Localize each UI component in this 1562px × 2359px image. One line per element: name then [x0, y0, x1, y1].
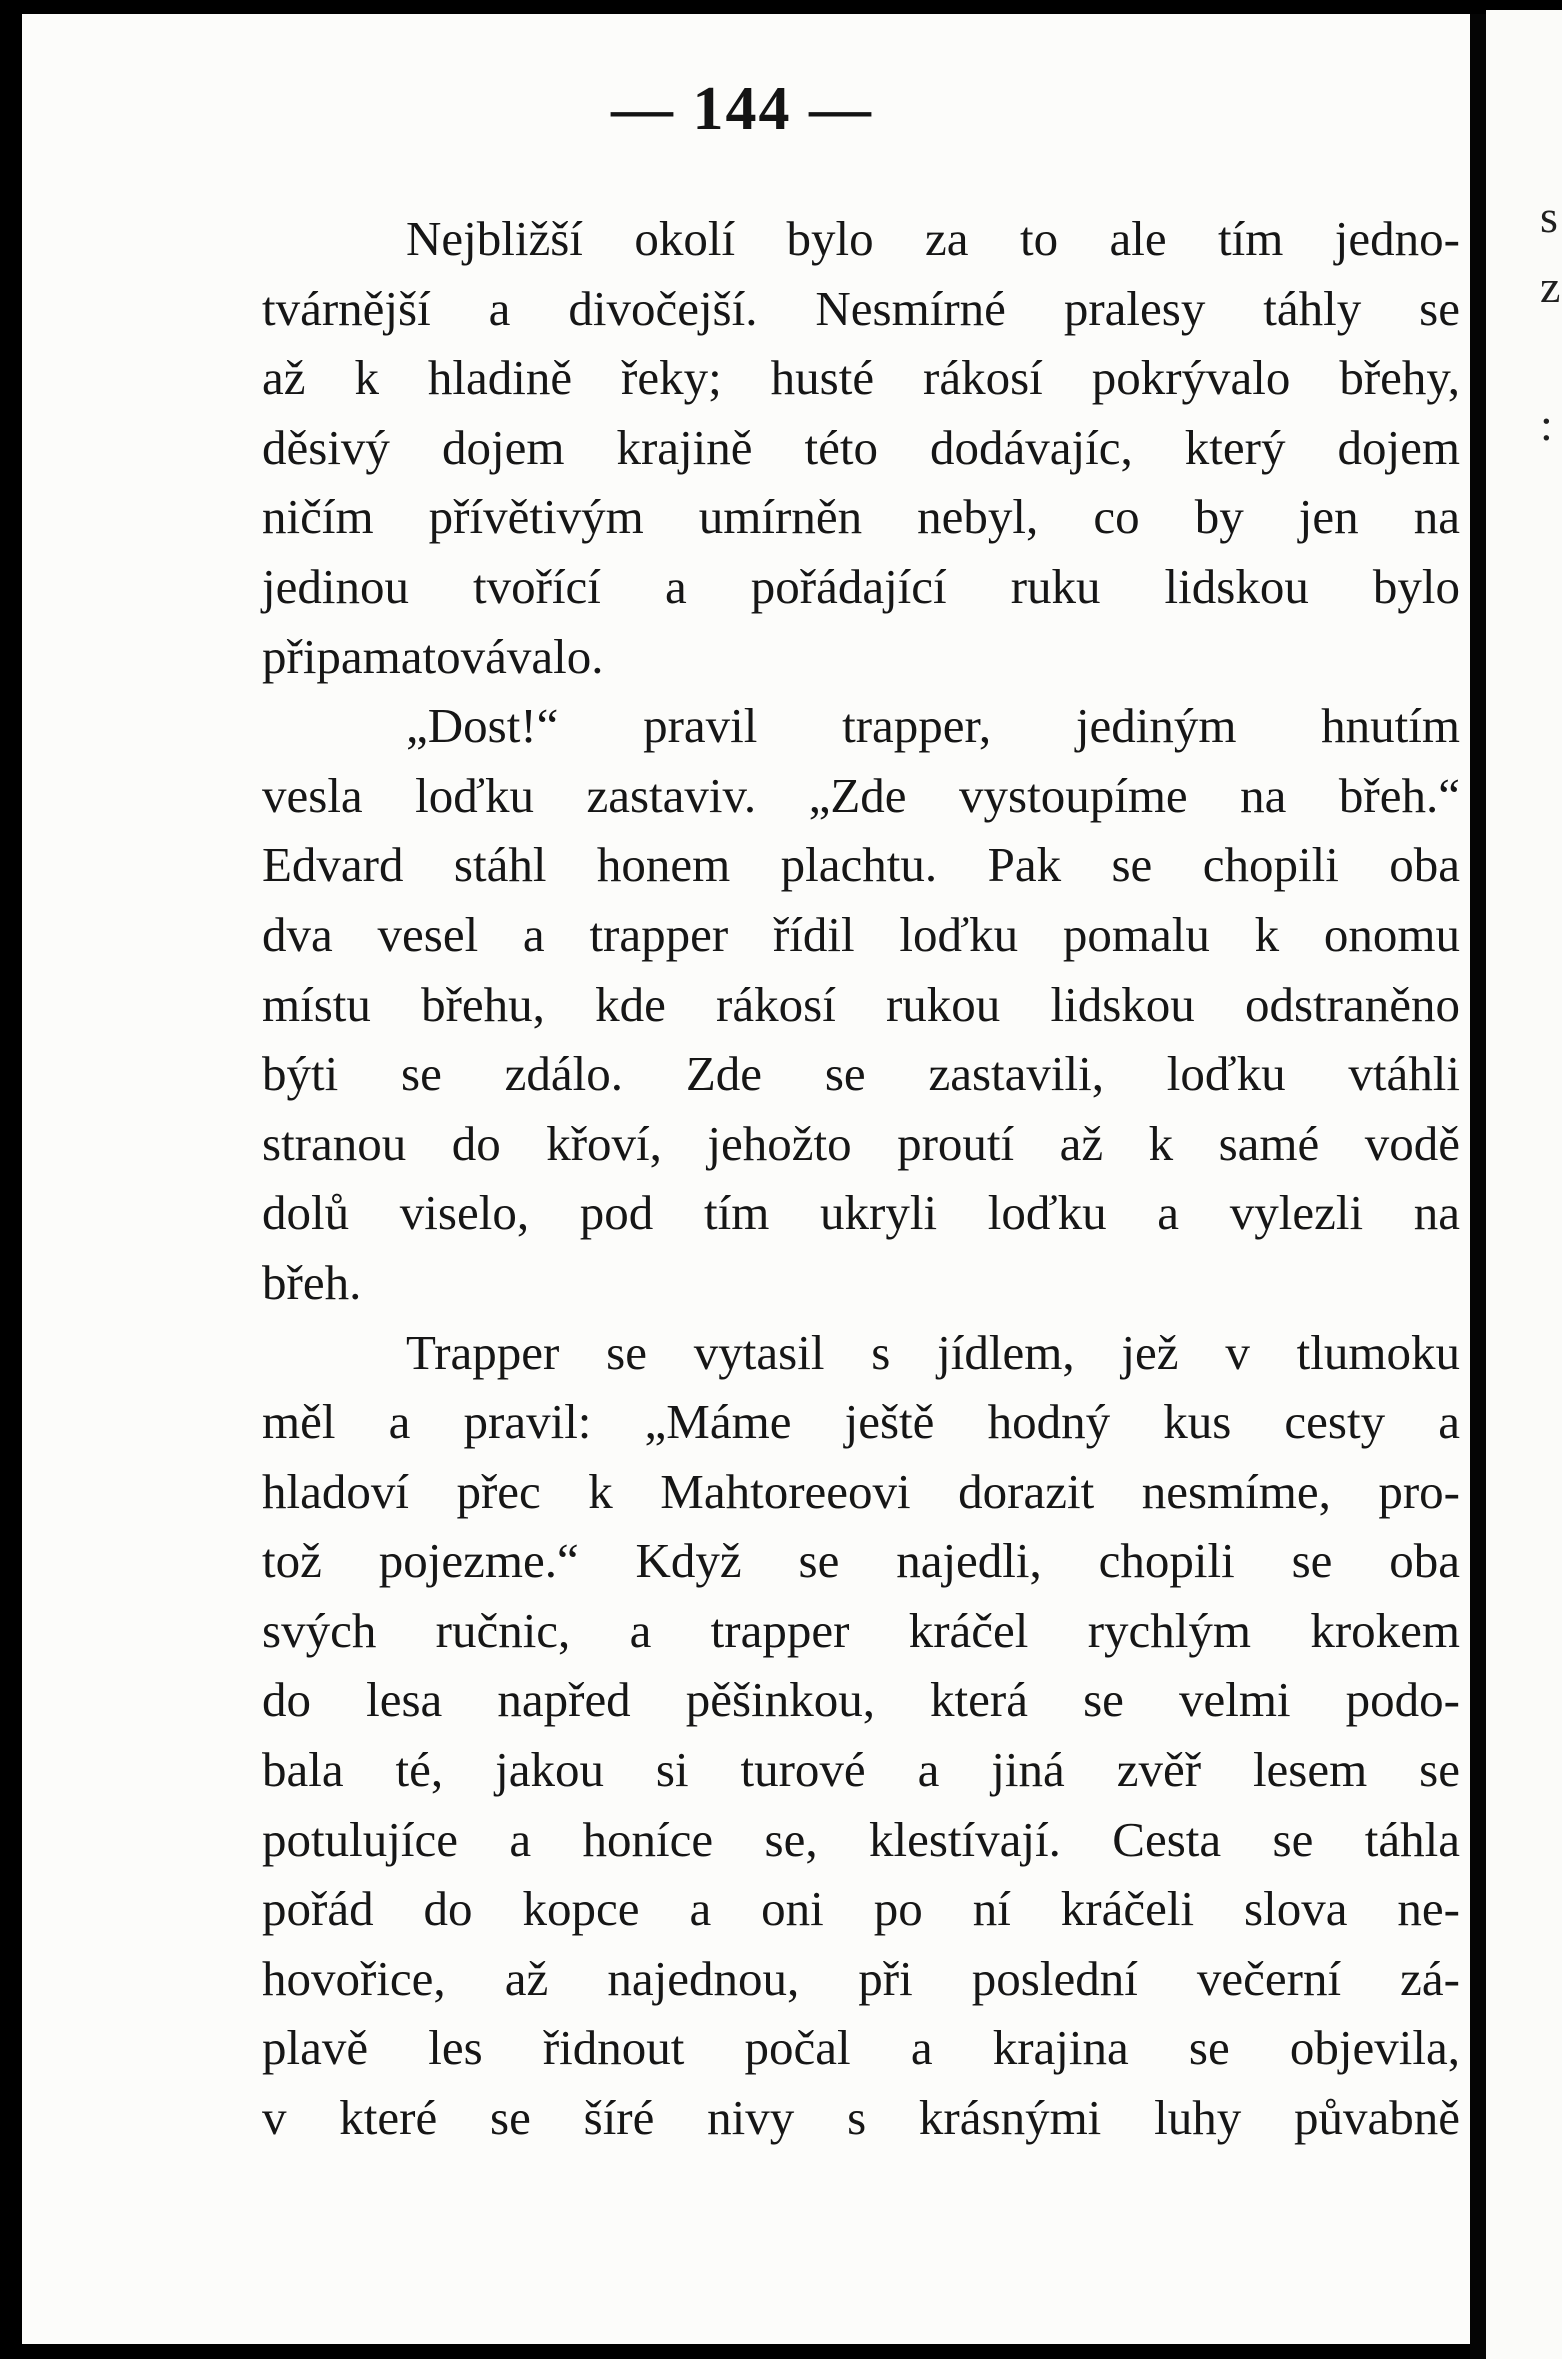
text-line: děsivý dojem krajině této dodávajíc, který dojem [262, 419, 1460, 475]
text-line: „Dost!“ pravil trapper, jediným hnutím [406, 698, 1460, 754]
text-line: jedinou tvořící a pořádající ruku lidskou bylo [262, 558, 1460, 614]
text-line: bala té, jakou si turové a jiná zvěř lesem se [262, 1742, 1460, 1798]
text-line: dolů viselo, pod tím ukryli loďku a vylezli na [262, 1185, 1460, 1241]
text-line: do lesa napřed pěšinkou, která se velmi podo- [262, 1672, 1460, 1728]
text-line: Nejbližší okolí bylo za to ale tím jedno- [406, 211, 1460, 266]
text-line: potulujíce a honíce se, klestívají. Cesta se táhla [262, 1811, 1460, 1867]
text-line: vesla loďku zastaviv. „Zde vystoupíme na břeh.“ [262, 767, 1460, 823]
text-line: měl a pravil: „Máme ještě hodný kus cesty a [262, 1394, 1460, 1450]
text-line: tvárnější a divočejší. Nesmírné pralesy táhly se [262, 280, 1460, 336]
text-line: dva vesel a trapper řídil loďku pomalu k onomu [262, 906, 1460, 962]
body-text [262, 204, 1460, 2153]
text-line: Edvard stáhl honem plachtu. Pak se chopili oba [262, 837, 1460, 893]
facing-page-glyph: z [1540, 261, 1561, 312]
text-line: plavě les řidnout počal a krajina se objevila, [262, 2020, 1460, 2076]
text-line: až k hladině řeky; husté rákosí pokrývalo břehy, [262, 350, 1460, 406]
text-line: svých ručnic, a trapper kráčel rychlým krokem [262, 1602, 1460, 1658]
text-line: připamatovávalo. [262, 628, 604, 684]
text-line: místu břehu, kde rákosí rukou lidskou odstraněno [262, 976, 1460, 1032]
text-line: hovořice, až najednou, při poslední večerní zá- [262, 1950, 1460, 2006]
text-line: tož pojezme.“ Když se najedli, chopili se oba [262, 1533, 1460, 1589]
facing-page-glyph: : [1540, 399, 1553, 450]
text-line: býti se zdálo. Zde se zastavili, loďku vtáhli [262, 1046, 1460, 1102]
facing-page-glyph: s [1540, 191, 1558, 242]
text-line: stranou do křoví, jehožto proutí až k samé vodě [262, 1115, 1460, 1171]
book-page [22, 14, 1470, 2344]
text-line: pořád do kopce a oni po ní kráčeli slova ne- [262, 1881, 1460, 1937]
text-line: Trapper se vytasil s jídlem, jež v tlumoku [406, 1324, 1460, 1380]
facing-page-edge [1486, 10, 1562, 2359]
text-line: hladoví přec k Mahtoreeovi dorazit nesmíme, pro- [262, 1463, 1460, 1519]
text-line: ničím přívětivým umírněn nebyl, co by jen na [262, 489, 1460, 545]
spine-shadow [1470, 14, 1486, 2359]
page-number: — 144 — [611, 75, 873, 143]
text-line: v které se šíré nivy s krásnými luhy půvabně [262, 2090, 1460, 2146]
text-line: břeh. [262, 1254, 362, 1310]
